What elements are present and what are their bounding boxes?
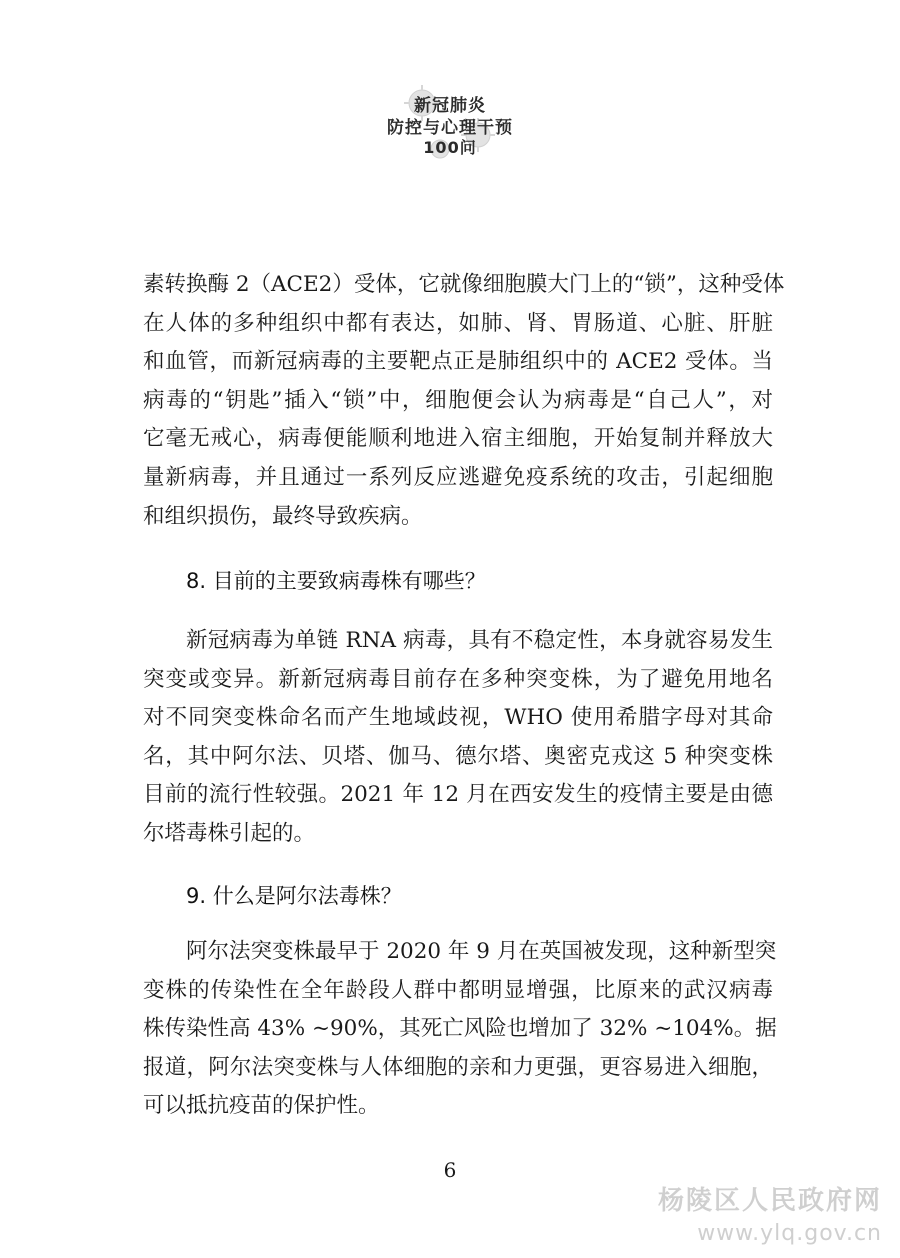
text-line: 它毫无戒心，病毒便能顺利地进入宿主细胞，开始复制并释放大 — [143, 426, 773, 452]
watermark-url: www.ylq.gov.cn — [697, 1221, 882, 1246]
section-8-heading: 8. 目前的主要致病毒株有哪些？ — [186, 569, 486, 593]
text-line: 素转换酶 2（ACE2）受体，它就像细胞膜大门上的“锁”，这种受体 — [143, 272, 785, 297]
text-line: 可以抵抗疫苗的保护性。 — [143, 1093, 380, 1119]
book-title-line1: 新冠肺炎 — [414, 96, 486, 116]
text-line: 在人体的多种组织中都有表达，如肺、肾、胃肠道、心脏、肝脏 — [143, 310, 773, 336]
book-title-line2: 防控与心理干预 — [387, 118, 513, 138]
text-line: 病毒的“钥匙”插入“锁”中，细胞便会认为病毒是“自己人”，对 — [143, 387, 773, 413]
text-line: 目前的流行性较强。2021 年 12 月在西安发生的疫情主要是由德 — [143, 782, 773, 808]
text-line: 阿尔法突变株最早于 2020 年 9 月在英国被发现，这种新型突 — [186, 939, 777, 964]
watermark-site-name: 杨陵区人民政府网 — [657, 1186, 882, 1216]
book-title-line3: 100问 — [423, 138, 477, 157]
intro-paragraph — [143, 266, 785, 536]
text-line: 量新病毒，并且通过一系列反应逃避免疫系统的攻击，引起细胞 — [143, 464, 773, 490]
text-line: 变株的传染性在全年龄段人群中都明显增强，比原来的武汉病毒 — [143, 977, 773, 1003]
text-line: 和组织损伤，最终导致疾病。 — [143, 503, 423, 529]
text-line: 新冠病毒为单链 RNA 病毒，具有不稳定性，本身就容易发生 — [186, 628, 773, 653]
text-line: 报道，阿尔法突变株与人体细胞的亲和力更强，更容易进入细胞， — [143, 1054, 773, 1080]
page-number: 6 — [443, 1158, 457, 1182]
book-header-logo — [360, 75, 540, 165]
section-9-heading: 9. 什么是阿尔法毒株？ — [186, 884, 402, 908]
text-line: 尔塔毒株引起的。 — [143, 820, 316, 846]
section-9-paragraph — [143, 933, 777, 1126]
text-line: 株传染性高 43% ~90%，其死亡风险也增加了 32% ~104%。据 — [143, 1016, 777, 1042]
section-8-paragraph — [143, 622, 773, 854]
text-line: 和血管，而新冠病毒的主要靶点正是肺组织中的 ACE2 受体。当 — [143, 349, 773, 375]
text-line: 名，其中阿尔法、贝塔、伽马、德尔塔、奥密克戎这 5 种突变株 — [143, 743, 773, 769]
watermark — [658, 1180, 882, 1246]
text-line: 对不同突变株命名而产生地域歧视，WHO 使用希腊字母对其命 — [143, 705, 773, 731]
text-line: 突变或变异。新新冠病毒目前存在多种突变株，为了避免用地名 — [143, 666, 773, 692]
